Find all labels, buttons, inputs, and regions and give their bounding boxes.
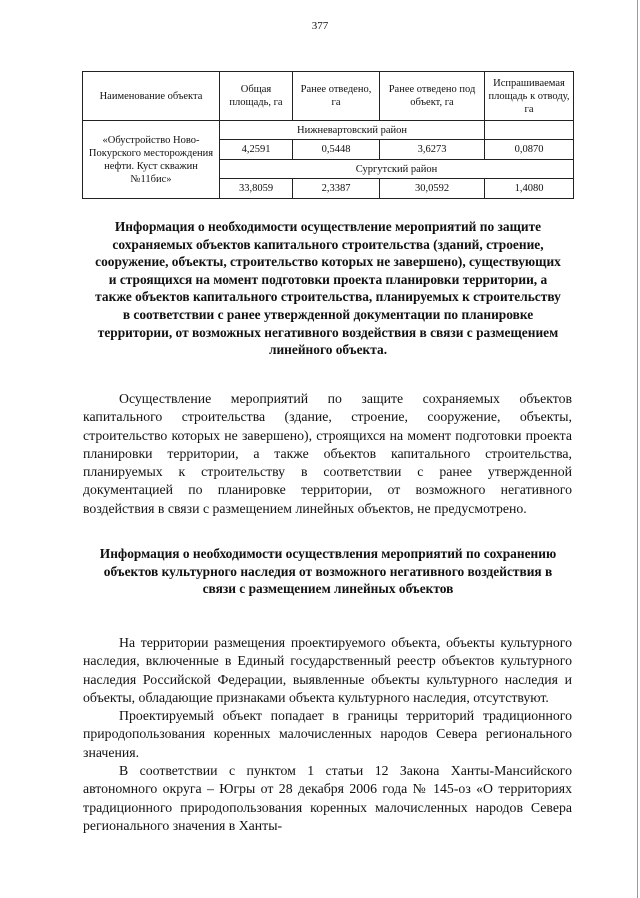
value-cell: 0,5448 (293, 140, 380, 160)
value-cell: 3,6273 (380, 140, 485, 160)
region-name-cell: Нижневартовский район (220, 121, 485, 140)
section-2-body (83, 634, 572, 835)
table-row-region-1-label (83, 121, 574, 140)
header-requested-area: Испрашиваемая площадь к отводу, га (485, 72, 574, 121)
scan-edge-line (637, 0, 638, 898)
empty-cell (485, 121, 574, 140)
header-allotted-for-object: Ранее отведено под объект, га (380, 72, 485, 121)
value-cell: 30,0592 (380, 179, 485, 199)
page-number: 377 (311, 20, 329, 32)
header-previously-allotted: Ранее отведено, га (293, 72, 380, 121)
value-cell: 2,3387 (293, 179, 380, 199)
table-header-row (83, 72, 574, 121)
region-name-cell: Сургутский район (220, 160, 574, 179)
paragraph: В соответствии с пунктом 1 статьи 12 Закона Ханты-Мансийского автономного округа – Югры от 28 декабря 2006 года № 145-оз «О территориях традиционного природопользования коренных малочисленных народов Севера регионального значения в Ханты- (83, 763, 572, 833)
value-cell: 4,2591 (220, 140, 293, 160)
paragraph: Проектируемый объект попадает в границы территорий традиционного природопользования коренных малочисленных народов Севера регионального значения. (83, 708, 572, 760)
header-object-name: Наименование объекта (83, 72, 220, 121)
paragraph: На территории размещения проектируемого объекта, объекты культурного наследия, включенные в Единый государственный реестр объектов культурного наследия Российской Федерации, выявленные объекты культурного наследия и объекты, обладающие признаками объекта культурного наследия, отсутствуют. (83, 635, 572, 705)
value-cell: 33,8059 (220, 179, 293, 199)
section-2-title: Информация о необходимости осуществления мероприятий по сохранению объектов культурного наследия от возможного негативного воздействия в связи с размещением линейных объектов (99, 546, 557, 597)
value-cell: 1,4080 (485, 179, 574, 199)
object-name-cell: «Обустройство Ново-Покурского месторождения нефти. Куст скважин №11бис» (83, 121, 220, 199)
value-cell: 0,0870 (485, 140, 574, 160)
section-1-title: Информация о необходимости осуществление мероприятий по защите сохраняемых объектов капитального строительства (зданий, строение, сооружение, объекты, строительство которых не завершено), существующих и строящихся на момент подготовки проекта планировки территории, а также объектов капитального строительства, планируемых к строительству в соответствии с ранее утвержденной документации по планировке территории, от возможных негативного воздействия в связи с размещением линейного объекта. (95, 219, 561, 358)
header-total-area: Общая площадь, га (220, 72, 293, 121)
land-area-table (82, 71, 574, 199)
paragraph: Осуществление мероприятий по защите сохраняемых объектов капитального строительства (здание, строение, сооружение, объекты, строительство которых не завершено), строящихся на момент подготовки проекта планировки территории, а также объектов капитального строительства, планируемых к строительству в соответствии с ранее утвержденной документацией по планировке территории, от возможного негативного воздействия в связи с размещением линейных объектов, не предусмотрено. (83, 391, 572, 516)
section-1-body (83, 390, 572, 518)
